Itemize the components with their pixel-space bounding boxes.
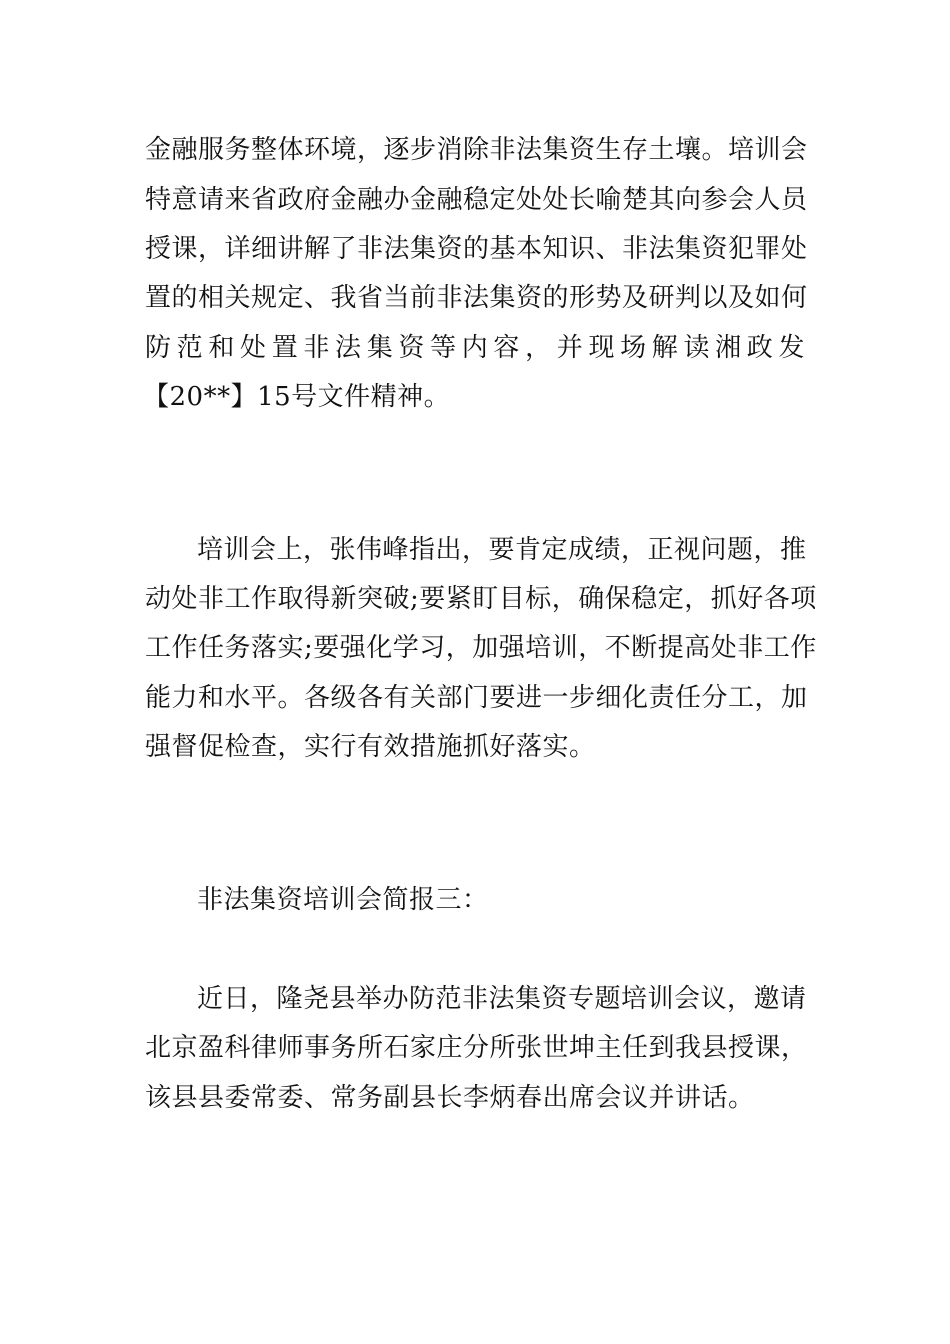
paragraph-3-line-2: 北京盈科律师事务所石家庄分所张世坤主任到我县授课， xyxy=(145,1033,808,1063)
paragraph-1-line-6: 【20**】15号文件精神。 xyxy=(143,382,451,412)
paragraph-1-line-4: 置的相关规定、我省当前非法集资的形势及研判以及如何 xyxy=(145,283,808,313)
paragraph-2-line-5: 强督促检查，实行有效措施抓好落实。 xyxy=(145,732,596,762)
paragraph-2-line-2: 动处非工作取得新突破;要紧盯目标，确保稳定，抓好各项 xyxy=(145,584,817,614)
section-heading: 非法集资培训会简报三： xyxy=(197,885,489,915)
paragraph-3-line-1: 近日，隆尧县举办防范非法集资专题培训会议，邀请 xyxy=(197,984,807,1014)
paragraph-2-line-3: 工作任务落实;要强化学习，加强培训，不断提高处非工作 xyxy=(145,633,817,663)
paragraph-1-line-1: 金融服务整体环境，逐步消除非法集资生存土壤。培训会 xyxy=(145,135,808,165)
paragraph-3-line-3: 该县县委常委、常务副县长李炳春出席会议并讲话。 xyxy=(145,1083,755,1113)
paragraph-2-line-4: 能力和水平。各级各有关部门要进一步细化责任分工，加 xyxy=(145,683,808,713)
paragraph-1-line-3: 授课，详细讲解了非法集资的基本知识、非法集资犯罪处 xyxy=(145,234,808,264)
paragraph-1-line-2: 特意请来省政府金融办金融稳定处处长喻楚其向参会人员 xyxy=(145,185,808,215)
paragraph-2-line-1: 培训会上，张伟峰指出，要肯定成绩，正视问题，推 xyxy=(197,535,807,565)
paragraph-1-line-5: 防范和处置非法集资等内容，并现场解读湘政发 xyxy=(145,333,805,363)
